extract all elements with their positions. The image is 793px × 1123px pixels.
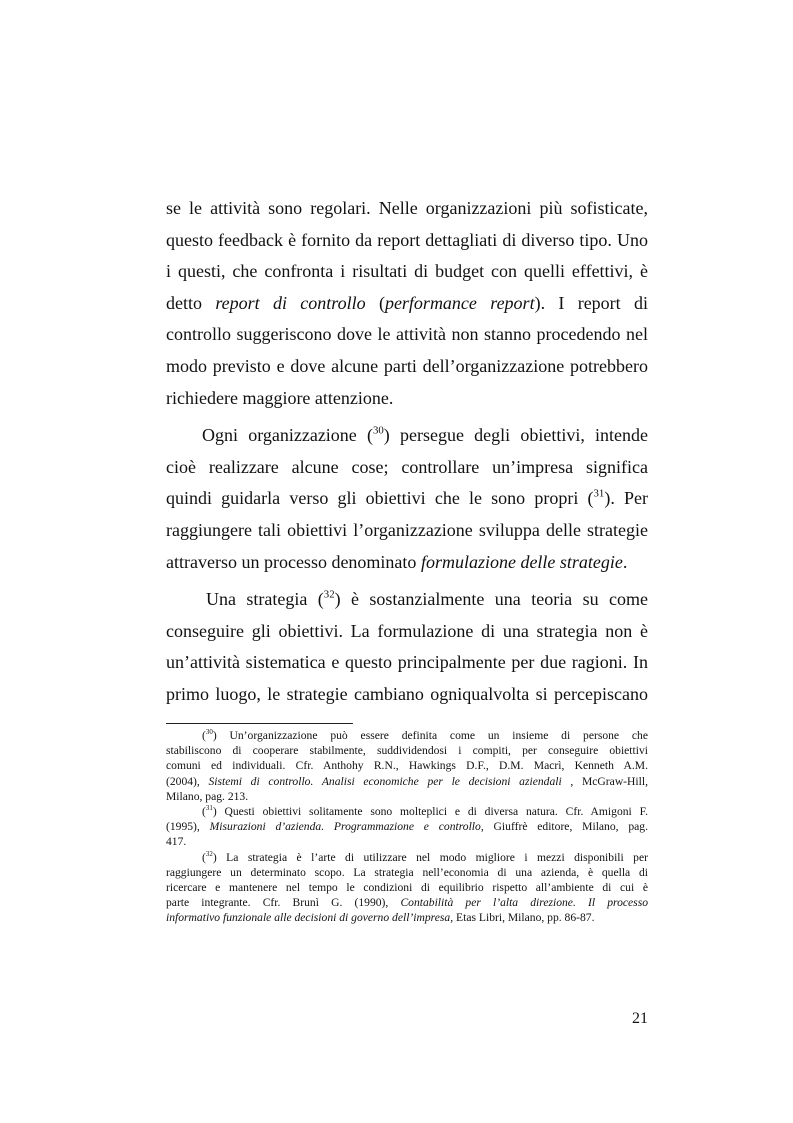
text-line: ($^{32}$) La strategia è l’arte di utilizzare nel modo migliore i mezzi disponibili per [202, 849, 648, 864]
text-run: ) è sostanzialmente una teoria su come [334, 589, 648, 610]
text-line: cioè realizzare alcune cose; controllare un’impresa significa [166, 456, 648, 477]
text-run: attraverso un processo denominato [166, 551, 421, 572]
text-line: questo feedback è fornito da report dettagliati di diverso tipo. Uno [166, 229, 648, 250]
text-run: . [622, 551, 628, 572]
text-line [166, 547, 648, 579]
text-run: ) Un’organizzazione può essere definita come un insieme di persone che [212, 729, 648, 742]
footnote-ref-31[interactable]: 31 [593, 487, 605, 500]
text-line [166, 910, 648, 925]
text-run: detto [166, 292, 216, 313]
page-number: 21 [632, 1010, 648, 1027]
text-run: ) persegue degli obiettivi, intende [383, 425, 648, 446]
footnotes [166, 728, 648, 925]
text-line [166, 420, 648, 452]
text-line [166, 483, 648, 515]
footnote-ref-30[interactable]: 30 [373, 424, 384, 437]
text-line: i questi, che confronta i risultati di budget con quelli effettivi, è [166, 261, 648, 282]
text-line [166, 774, 648, 789]
text-run: Ogni organizzazione ( [202, 425, 373, 446]
paragraph-1 [166, 193, 648, 414]
text-run: , Giuffrè editore, Milano, pag. [480, 820, 648, 834]
text-run: quindi guidarla verso gli obiettivi che le sono propri ( [166, 488, 594, 509]
text-line: primo luogo, le strategie cambiano ogniqualvolta si percepiscano [166, 683, 648, 704]
text-line: Milano, pag. 213. [166, 789, 249, 803]
italic-title: Contabilità per l’alta direzione. Il processo [400, 896, 648, 910]
paragraph-2 [166, 420, 648, 578]
text-run: ). I report di [534, 292, 649, 313]
text-line: ($^{31}$) Questi obiettivi solitamente sono molteplici e di diversa natura. Cfr. Amigoni F. [202, 804, 648, 818]
text-line: se le attività sono regolari. Nelle organizzazioni più sofisticate, [166, 198, 648, 218]
text-run: ). Per [604, 488, 648, 509]
text-line: ($^{30}$) Un’organizzazione può essere definita come un insieme di persone che [202, 728, 648, 742]
paragraph-3 [166, 584, 648, 710]
footnote-31 [166, 804, 648, 850]
text-line: controllo suggeriscono dove le attività non stanno procedendo nel [166, 324, 648, 345]
italic-term-report-di-controllo: report di controllo [215, 292, 366, 313]
text-run: (2004), [166, 774, 209, 788]
text-run: (1995), [166, 820, 210, 834]
text-line [166, 288, 648, 320]
text-run: ) Questi obiettivi solitamente sono molteplici e di diversa natura. Cfr. Amigoni F. [212, 804, 648, 818]
text-line: 417. [166, 835, 187, 849]
footnote-separator [166, 723, 353, 724]
footnote-number: 31 [205, 804, 213, 813]
text-line: un’attività sistematica e questo principalmente per due ragioni. In [166, 652, 648, 673]
text-line [166, 895, 648, 910]
text-run: , Etas Libri, Milano, pp. 86-87. [450, 911, 595, 925]
italic-title: Misurazioni d’azienda. Programmazione e controllo [209, 820, 481, 834]
body-text [166, 193, 648, 711]
footnote-number: 32 [205, 849, 213, 858]
text-run: , McGraw-Hill, [561, 774, 648, 788]
text-line [166, 819, 648, 834]
footnote-32 [166, 850, 648, 926]
italic-term-formulazione-delle-strategie: formulazione delle strategie [420, 551, 623, 572]
text-run: Una strategia ( [206, 589, 324, 610]
footnote-number: 30 [205, 728, 213, 737]
text-line: modo previsto e dove alcune parti dell’organizzazione potrebbero [166, 355, 648, 376]
text-line: stabiliscono di cooperare stabilmente, suddividendosi i compiti, per conseguire obiettivi [166, 744, 648, 758]
text-run: ( [365, 292, 385, 313]
text-line: comuni ed individuali. Cfr. Anthohy R.N., Hawkings D.F., D.M. Macrì, Kenneth A.M. [166, 759, 648, 773]
italic-title: Sistemi di controllo. Analisi economiche per le decisioni aziendali [208, 774, 562, 788]
text-line: raggiungere un determinato scopo. La strategia nell’economia di una azienda, è quella di [166, 865, 648, 879]
text-run: ) La strategia è l’arte di utilizzare nel modo migliore i mezzi disponibili per [212, 850, 648, 864]
text-line: conseguire gli obiettivi. La formulazione di una strategia non è [166, 620, 648, 641]
text-line: raggiungere tali obiettivi l’organizzazione sviluppa delle strategie [166, 519, 648, 540]
footnote-ref-32[interactable]: 32 [323, 588, 335, 601]
text-line [166, 584, 648, 616]
text-line: richiedere maggiore attenzione. [166, 387, 394, 408]
italic-title: informativo funzionale alle decisioni di governo dell’impresa [166, 911, 451, 925]
text-line: ricercare e mantenere nel tempo le condizioni di equilibrio rispetto all’ambiente di cui è [166, 880, 648, 894]
footnote-30 [166, 728, 648, 804]
italic-term-performance-report: performance report [384, 292, 535, 313]
text-run: parte integrante. Cfr. Brunì G. (1990), [166, 896, 401, 910]
